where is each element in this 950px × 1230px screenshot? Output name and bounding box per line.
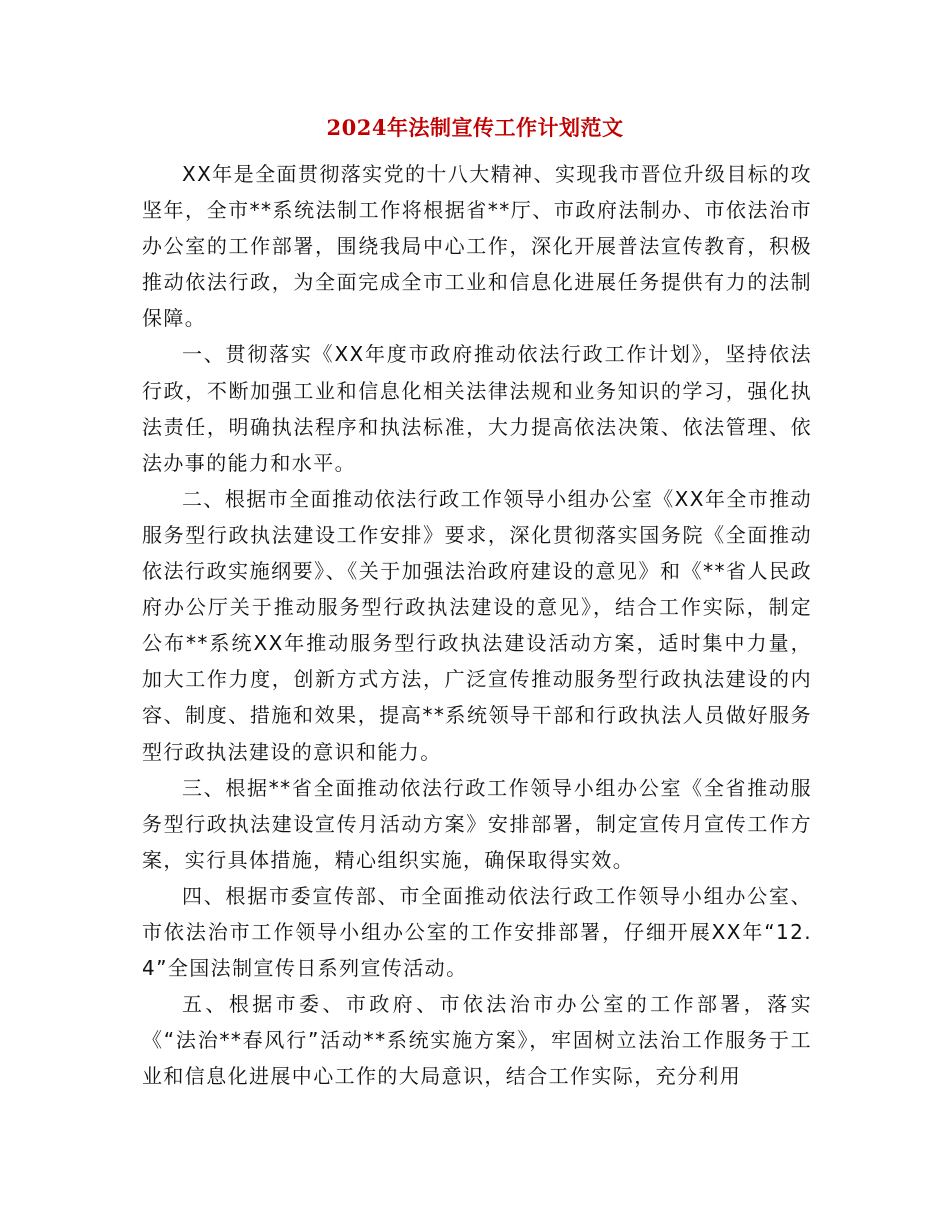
paragraph-section-2: 二、根据市全面推动依法行政工作领导小组办公室《XX年全市推动服务型行政执法建设工作安排》要求，深化贯彻落实国务院《全面推动依法行政实施纲要》、《关于加强法治政府建设的意见》和《**省人民政府办公厅关于推动服务型行政执法建设的意见》，结合工作实际，制定公布**系统XX年推动服务型行政执法建设活动方案，适时集中力量，加大工作力度，创新方式方法，广泛宣传推动服务型行政执法建设的内容、制度、措施和效果，提高**系统领导干部和行政执法人员做好服务型行政执法建设的意识和能力。 — [142, 486, 812, 764]
document-title: 2024年法制宣传工作计划范文 — [326, 115, 624, 140]
paragraph-section-3: 三、根据**省全面推动依法行政工作领导小组办公室《全省推动服务型行政执法建设宣传月活动方案》安排部署，制定宣传月宣传工作方案，实行具体措施，精心组织实施，确保取得实效。 — [142, 775, 812, 872]
paragraph-section-1: 一、贯彻落实《XX年度市政府推动依法行政工作计划》，坚持依法行政，不断加强工业和信息化相关法律法规和业务知识的学习，强化执法责任，明确执法程序和执法标准，大力提高依法决策、依法管理、依法办事的能力和水平。 — [142, 342, 812, 475]
paragraph-section-4: 四、根据市委宣传部、市全面推动依法行政工作领导小组办公室、市依法治市工作领导小组办公室的工作安排部署，仔细开展XX年“12.4”全国法制宣传日系列宣传活动。 — [142, 883, 812, 981]
document-body — [142, 156, 812, 1094]
paragraph-section-5: 五、根据市委、市政府、市依法治市办公室的工作部署，落实《“法治**春风行”活动**系统实施方案》，牢固树立法治工作服务于工业和信息化进展中心工作的大局意识，结合工作实际，充分利用 — [142, 992, 812, 1089]
paragraph-intro: XX年是全面贯彻落实党的十八大精神、实现我市晋位升级目标的攻坚年，全市**系统法制工作将根据省**厅、市政府法制办、市依法治市办公室的工作部署，围绕我局中心工作，深化开展普法宣传教育，积极推动依法行政，为全面完成全市工业和信息化进展任务提供有力的法制保障。 — [142, 162, 812, 331]
